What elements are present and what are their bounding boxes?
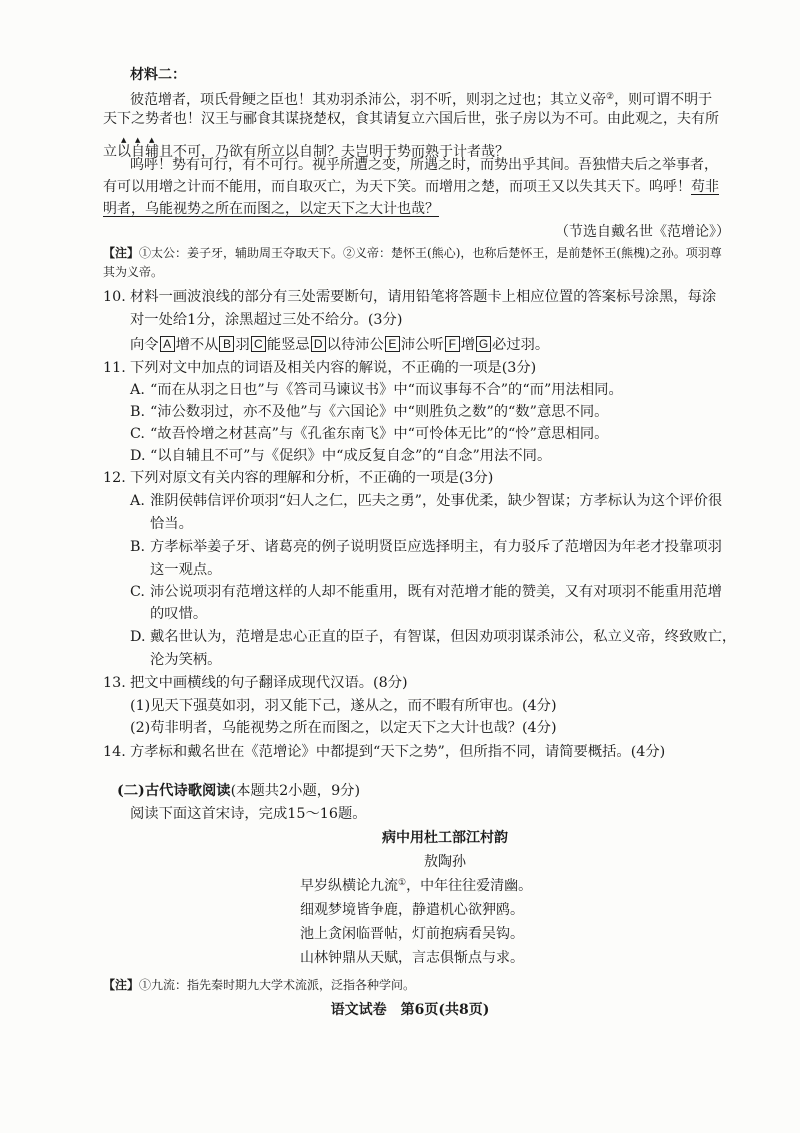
sentence-segment: 羽 xyxy=(235,337,250,353)
section-info: (本题共2小题，9分) xyxy=(230,783,361,799)
material2-note-line1 xyxy=(103,243,722,263)
note-label: 【注】 xyxy=(103,978,140,992)
footnote-mark: ① xyxy=(398,878,407,888)
answer-mark-box: A xyxy=(160,336,175,352)
q11-option-d xyxy=(130,446,551,466)
question-stem: 把文中画横线的句子翻译成现代汉语。(8分) xyxy=(130,675,408,691)
material2-p1-line3 xyxy=(103,136,509,160)
option-label: C. xyxy=(130,426,145,442)
material2-p2-line1: 呜呼！势有可行，有不可行。视乎所遭之变，所遇之时，而势出乎其间。吾独惜夫后之举事者， xyxy=(130,157,718,173)
poem-line-3: 池上贪闲临晋帖，灯前抱病看吴钩。 xyxy=(300,926,524,942)
section-label: (二)古代诗歌阅读 xyxy=(117,783,231,799)
footer-page-number: 第6页(共8页) xyxy=(400,1002,490,1018)
q12-option-d-cont: 沦为笑柄。 xyxy=(150,652,222,668)
q12-option-c-cont: 的叹惜。 xyxy=(150,606,208,622)
question-stem: 下列对文中加点的词语及相关内容的解说，不正确的一项是(3分) xyxy=(130,360,537,376)
q12-option-b xyxy=(130,537,722,557)
poem-line-1 xyxy=(300,876,532,896)
underlined-sentence: 苟非 xyxy=(691,179,719,195)
material2-heading: 材料二： xyxy=(130,67,186,83)
question-12 xyxy=(103,468,493,488)
material2-p2-line2 xyxy=(103,177,719,197)
option-text: “故吾怜增之材甚高”与《孔雀东南飞》中“可怜体无比”的“怜”意思相同。 xyxy=(150,426,609,442)
question-stem: 下列对原文有关内容的理解和分析，不正确的一项是(3分) xyxy=(130,470,494,486)
question-10 xyxy=(103,287,716,307)
q12-option-a xyxy=(130,491,722,511)
material2-note-line2: 其为义帝。 xyxy=(103,265,164,279)
question-11 xyxy=(103,358,536,378)
q12-option-b-cont: 这一观点。 xyxy=(150,562,222,578)
sentence-segment: 增 xyxy=(460,337,476,353)
q11-option-c xyxy=(130,424,608,444)
text-segment: 且不可，乃欲有所立以自制？夫岂明于势而熟于计者哉？ xyxy=(159,144,509,160)
text-segment: 立 xyxy=(103,144,117,160)
dotted-words: 以自辅 xyxy=(117,144,159,160)
option-label: D. xyxy=(130,629,146,645)
text-segment: 彼范增者，项氏骨鲠之臣也！其劝羽杀沛公，羽不听，则羽之过也；其立义帝 xyxy=(130,92,606,108)
footnote-mark: ② xyxy=(606,92,615,102)
q12-option-c xyxy=(130,582,722,602)
q13-item-1: (1)见天下强莫如羽，羽又能下己，遂从之，而不暇有所审也。(4分) xyxy=(130,698,557,714)
option-text: 方孝标举姜子牙、诸葛亮的例子说明贤臣应选择明主，有力驳斥了范增因为年老才投靠项羽 xyxy=(150,539,722,555)
option-label: D. xyxy=(130,448,146,464)
question-stem: 方孝标和戴名世在《范增论》中都提到“天下之势”，但所指不同，请简要概括。(4分) xyxy=(130,744,666,760)
sentence-segment: 向令 xyxy=(130,337,159,353)
note-text: ①太公：姜子牙，辅助周王夺取天下。②义帝：楚怀王(熊心)，也称后楚怀王，是前楚怀王(熊槐)之孙。项羽尊 xyxy=(139,246,722,260)
q11-option-a xyxy=(130,380,623,400)
option-label: C. xyxy=(130,584,145,600)
option-label: A. xyxy=(130,493,145,509)
option-label: B. xyxy=(130,404,146,420)
note-text: ①九流：指先秦时期九大学术流派，泛指各种学问。 xyxy=(139,978,416,992)
option-text: “以自辅且不可”与《促织》中“成反复自念”的“自念”用法不同。 xyxy=(150,448,552,464)
option-text: 沛公说项羽有范增这样的人却不能重用，既有对范增才能的赞美，又有对项羽不能重用范增 xyxy=(150,584,722,600)
answer-mark-box: D xyxy=(311,336,326,352)
question-13 xyxy=(103,673,408,693)
source-citation: （节选自戴名世《范增论》） xyxy=(555,224,730,240)
sentence-segment: 能竖忌 xyxy=(266,337,310,353)
sentence-segment: 沛公听 xyxy=(400,337,444,353)
text-segment: 早岁纵横论九流 xyxy=(300,878,398,894)
sentence-segment: 必过羽。 xyxy=(492,337,550,353)
sentence-segment: 增不从 xyxy=(175,337,219,353)
sentence-segment: 以待沛公 xyxy=(326,337,384,353)
option-text: “而在从羽之日也”与《答司马谏议书》中“而议事每不合”的“而”用法相同。 xyxy=(150,382,623,398)
question-stem: 材料一画波浪线的部分有三处需要断句，请用铅笔将答题卡上相应位置的答案标号涂黑，每涂 xyxy=(130,289,717,305)
option-text: 戴名世认为，范增是忠心正直的臣子，有智谋，但因劝项羽谋杀沛公，私立义帝，终致败亡， xyxy=(150,629,737,645)
q12-option-d xyxy=(130,627,736,647)
material2-p1-line2: 天下之势者也！汉王与郦食其谋挠楚权，食其请复立六国后世，张子房以为不可。由此观之，夫有所 xyxy=(103,111,719,127)
poem-author: 敖陶孙 xyxy=(424,854,466,870)
option-label: B. xyxy=(130,539,146,555)
footer-subject: 语文试卷 xyxy=(330,1002,387,1018)
answer-mark-box: F xyxy=(445,336,460,352)
poem-line-4: 山林钟鼎从天赋，言志俱惭点与求。 xyxy=(300,950,524,966)
section-instruction: 阅读下面这首宋诗，完成15～16题。 xyxy=(130,806,367,822)
question-number: 14. xyxy=(103,744,126,760)
question-number: 10. xyxy=(103,289,126,305)
text-segment: ，则可谓不明于 xyxy=(614,92,713,108)
text-segment: ，中年往往爱清幽。 xyxy=(406,878,533,894)
page-footer xyxy=(290,1000,530,1020)
question-number: 13. xyxy=(103,675,126,691)
answer-mark-box: B xyxy=(219,336,234,352)
question-10-line2: 对一处给1分，涂黑超过三处不给分。(3分) xyxy=(130,312,403,328)
option-text: 淮阴侯韩信评价项羽“妇人之仁，匹夫之勇”，处事优柔，缺少智谋；方孝标认为这个评价很 xyxy=(150,493,723,509)
material2-p2-line3 xyxy=(103,199,439,219)
question-number: 11. xyxy=(103,360,126,376)
question-14 xyxy=(103,742,665,762)
answer-mark-box: E xyxy=(385,336,400,352)
poem-note xyxy=(103,975,415,995)
option-text: “沛公数羽过，亦不及他”与《六国论》中“则胜负之数”的“数”意思不同。 xyxy=(150,404,609,420)
answer-mark-box: G xyxy=(476,336,491,352)
underlined-sentence: 明者，乌能视势之所在而图之，以定天下之大计也哉？ xyxy=(103,201,439,217)
question-number: 12. xyxy=(103,470,126,486)
poem-title: 病中用杜工部江村韵 xyxy=(382,830,508,846)
option-label: A. xyxy=(130,382,145,398)
note-label: 【注】 xyxy=(103,246,140,260)
punctuation-sentence xyxy=(130,335,549,355)
poem-line-2: 细观梦境皆争鹿，静遣机心欲狎鸥。 xyxy=(300,902,524,918)
material2-p1-line1 xyxy=(130,90,712,110)
q12-option-a-cont: 恰当。 xyxy=(150,516,193,532)
section-heading xyxy=(117,781,360,801)
q11-option-b xyxy=(130,402,608,422)
answer-mark-box: C xyxy=(251,336,266,352)
text-segment: 有可以用增之计而不能用，而自取灭亡，为天下笑。而增用之楚，而项王又以失其天下。呜呼！ xyxy=(103,179,691,195)
q13-item-2: (2)苟非明者，乌能视势之所在而图之，以定天下之大计也哉？(4分) xyxy=(130,720,557,736)
